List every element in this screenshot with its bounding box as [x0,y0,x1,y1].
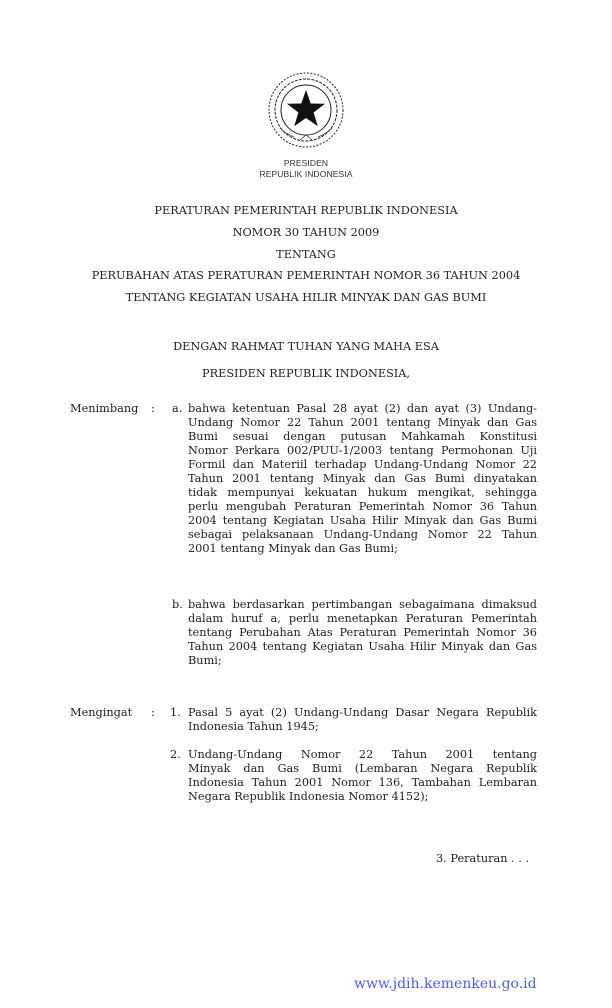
office-label-republik: REPUBLIK INDONESIA [259,169,353,179]
reference-2 [188,748,537,804]
text-line: Indonesia Tahun 1945; [188,719,319,733]
item-marker-2: 2. [170,748,181,761]
text-line: 2001 tentang Minyak dan Gas Bumi; [188,541,398,555]
section-label-menimbang: Menimbang [70,402,139,415]
office-label-presiden: PRESIDEN [283,158,329,168]
text-line: Undang Nomor 22 Tahun 2001 tentang Minyak dan Gas [188,415,537,429]
text-line: Nomor Perkara 002/PUU-1/2003 tentang Permohonan Uji [188,443,537,457]
item-marker-b: b. [172,598,183,611]
text-line: Bumi sesuai dengan putusan Mahkamah Konstitusi [188,429,537,443]
text-line: bahwa berdasarkan pertimbangan sebagaimana dimaksud [188,598,537,611]
text-line: sebagai pelaksanaan Undang-Undang Nomor 22 Tahun [188,527,537,541]
text-line: bahwa ketentuan Pasal 28 ayat (2) dan ayat (3) Undang- [188,402,537,415]
text-line: Tahun 2004 tentang Kegiatan Usaha Hilir Minyak dan Gas [188,639,537,653]
section-colon: : [151,402,155,415]
page-continuation: 3. Peraturan . . . [436,852,530,865]
text-line: perlu mengubah Peraturan Pemerintah Nomor 36 Tahun [188,499,537,513]
text-line: dalam huruf a, perlu menetapkan Peraturan Pemerintah [188,611,537,625]
section-label-mengingat: Mengingat [70,706,133,719]
regulation-number: NOMOR 30 TAHUN 2009 [232,226,380,239]
text-line: Formil dan Materiil terhadap Undang-Undang Nomor 22 [188,457,537,471]
regulation-subject-line2: TENTANG KEGIATAN USAHA HILIR MINYAK DAN GAS BUMI [125,291,487,304]
text-line: tidak mempunyai kekuatan hukum mengikat, sehingga [188,485,537,499]
consideration-b [188,598,537,668]
item-marker-a: a. [172,402,183,415]
text-line: Bumi; [188,653,222,667]
section-colon: : [151,706,155,719]
text-line: 2004 tentang Kegiatan Usaha Hilir Minyak dan Gas Bumi [188,513,537,527]
regulation-subject-line1: PERUBAHAN ATAS PERATURAN PEMERINTAH NOMOR 36 TAHUN 2004 [91,269,521,282]
preamble-invocation: DENGAN RAHMAT TUHAN YANG MAHA ESA [173,340,439,353]
text-line: tentang Perubahan Atas Peraturan Pemerintah Nomor 36 [188,625,537,639]
consideration-a [188,402,537,555]
regulation-about: TENTANG [276,248,336,261]
text-line: Indonesia Tahun 2001 Nomor 136, Tambahan Lembaran [188,775,537,789]
text-line: Minyak dan Gas Bumi (Lembaran Negara Republik [188,761,537,775]
jdih-website-link[interactable]: www.jdih.kemenkeu.go.id [354,976,537,992]
reference-1 [188,706,537,734]
item-marker-1: 1. [170,706,181,719]
regulation-title: PERATURAN PEMERINTAH REPUBLIK INDONESIA [154,204,458,217]
presidential-emblem-icon [266,70,346,150]
text-line: Undang-Undang Nomor 22 Tahun 2001 tentang [188,748,537,761]
text-line: Tahun 2001 tentang Minyak dan Gas Bumi dinyatakan [188,471,537,485]
text-line: Pasal 5 ayat (2) Undang-Undang Dasar Negara Republik [188,706,537,719]
preamble-president: PRESIDEN REPUBLIK INDONESIA, [201,367,411,380]
text-line: Negara Republik Indonesia Nomor 4152); [188,789,429,803]
